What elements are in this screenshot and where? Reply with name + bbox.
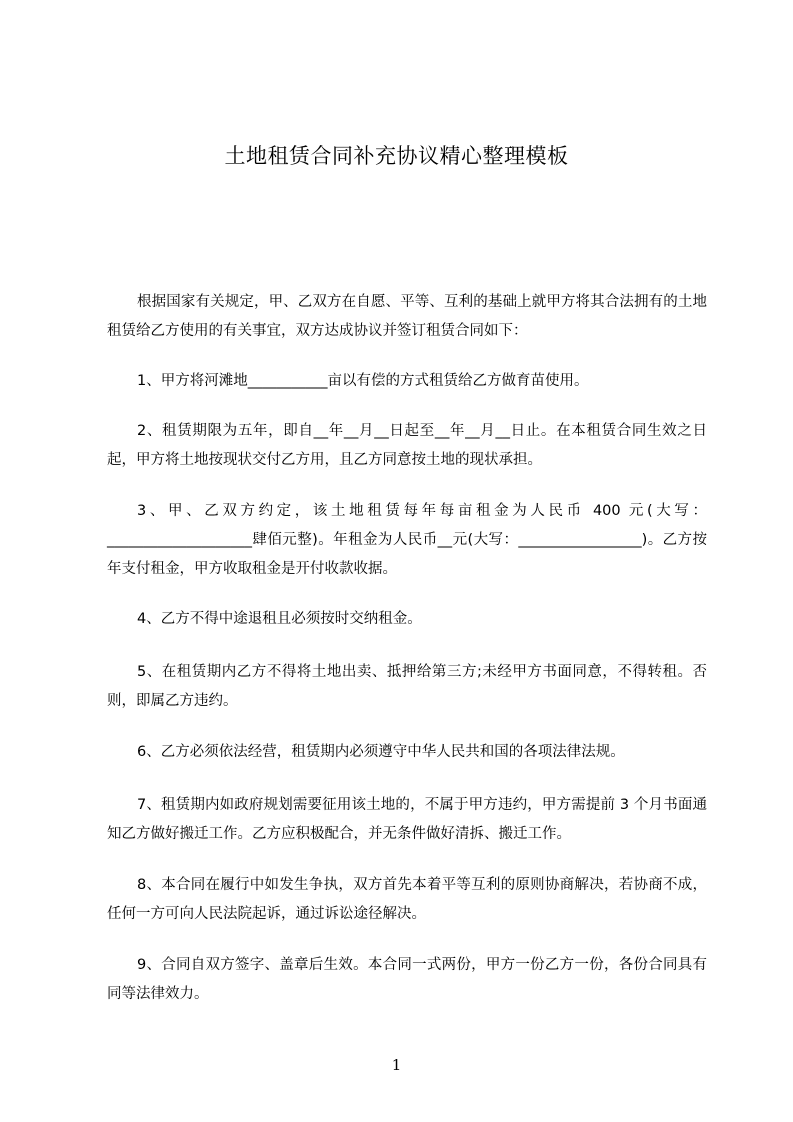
clause-4-paragraph: 4、乙方不得中途退租且必须按时交纳租金。 (137, 611, 422, 627)
clause-6-paragraph: 6、乙方必须依法经营，租赁期内必须遵守中华人民共和国的各项法律法规。 (137, 744, 625, 760)
clause-9-paragraph: 9、合同自双方签字、盖章后生效。本合同一式两份，甲方一份乙方一份，各份合同具有同等法律效力。 (107, 957, 707, 1002)
clause-1-paragraph: 1、甲方将河滩地___________亩以有偿的方式租赁给乙方做育苗使用。 (137, 373, 589, 389)
page-number: 1 (391, 1056, 402, 1074)
clause-3-paragraph: 3、甲、乙双方约定，该土地租赁每年每亩租金为人民币 400 元(大写：____________________肆佰元整)。年租金为人民币__元(大写：_________________)。乙方按年支付租金，甲方收取租金是开付收款收据。 (107, 503, 707, 577)
clause-7-paragraph: 7、租赁期内如政府规划需要征用该土地的，不属于甲方违约，甲方需提前 3 个月书面通知乙方做好搬迁工作。乙方应积极配合，并无条件做好清拆、搬迁工作。 (107, 797, 707, 842)
clause-8-paragraph: 8、本合同在履行中如发生争执，双方首先本着平等互利的原则协商解决，若协商不成，任何一方可向人民法院起诉，通过诉讼途径解决。 (107, 877, 707, 922)
intro-paragraph: 根据国家有关规定，甲、乙双方在自愿、平等、互利的基础上就甲方将其合法拥有的土地租赁给乙方使用的有关事宜，双方达成协议并签订租赁合同如下： (107, 294, 707, 339)
document-title: 土地租赁合同补充协议精心整理模板 (224, 144, 569, 168)
clause-5-paragraph: 5、在租赁期内乙方不得将土地出卖、抵押给第三方;未经甲方书面同意，不得转租。否则，即属乙方违约。 (107, 664, 707, 709)
clause-2-paragraph: 2、租赁期限为五年，即自__年__月__日起至__年__月__日止。在本租赁合同生效之日起，甲方将土地按现状交付乙方用，且乙方同意按土地的现状承担。 (107, 423, 707, 468)
